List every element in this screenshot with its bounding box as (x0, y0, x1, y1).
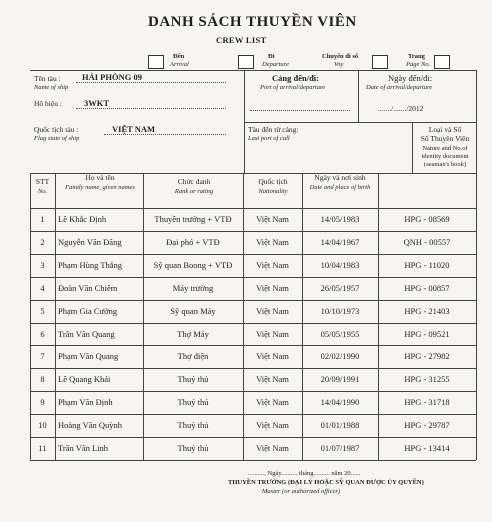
crew-cell-rank: Thuyền trưởng + VTĐ (154, 214, 232, 224)
page-number-box[interactable] (434, 55, 450, 69)
crew-cell-dob: 20/09/1991 (320, 374, 360, 385)
crew-cell-document: QNH - 00557 (403, 236, 451, 247)
crew-cell-name: Trần Văn Linh (58, 443, 109, 453)
doc-header-en3: (seaman's book) (423, 161, 467, 168)
flag-value: VIỆT NAM (112, 124, 156, 134)
crew-cell-dob: 01/07/1987 (320, 443, 360, 453)
col-header-rank (146, 178, 242, 196)
crew-cell-dob: 01/01/1988 (320, 420, 360, 431)
col-rank-vn: Chức danh (177, 177, 211, 186)
arrival-checkbox[interactable] (148, 55, 164, 69)
crew-cell-name: Hoàng Văn Quỳnh (58, 420, 123, 431)
crew-cell-name: Phạm Văn Quang (58, 351, 119, 362)
row-divider (30, 323, 476, 324)
col-nat-vn: Quốc tịch (258, 177, 288, 186)
ship-name-label: Tên tàu : (34, 74, 61, 83)
crew-cell-no: 7 (40, 351, 45, 362)
crew-cell-no: 2 (40, 236, 45, 247)
crew-cell-name: Lê Quang Khải (58, 374, 111, 385)
crew-cell-document: HPG - 31255 (404, 374, 450, 385)
crew-cell-rank: Sỹ quan Máy (170, 305, 216, 316)
doc-header-en2: identity document (421, 153, 469, 160)
crew-cell-name: Lê Khắc Định (58, 214, 107, 224)
document-title: DANH SÁCH THUYỀN VIÊN (148, 14, 357, 30)
crew-cell-dob: 02/02/1990 (320, 351, 360, 362)
flag-label: Quốc tịch tàu : (34, 125, 79, 134)
document-subtitle: CREW LIST (216, 35, 267, 45)
date-value: ......./......./2012 (378, 104, 424, 113)
col-rank-en: Rank or rating (174, 187, 214, 195)
crew-cell-nationality: Việt Nam (256, 443, 289, 453)
crew-cell-rank: Thuỷ thủ (177, 420, 209, 431)
row-divider (30, 368, 476, 369)
crew-cell-document: HPG - 27982 (404, 351, 450, 362)
crew-cell-nationality: Việt Nam (256, 397, 289, 408)
crew-cell-dob: 26/05/1957 (320, 282, 360, 293)
crew-cell-nationality: Việt Nam (256, 282, 289, 293)
crew-cell-name: Phạm Hùng Thắng (58, 259, 123, 270)
doc-header-vn1: Loại và Số (428, 125, 462, 134)
col-stt-vn: STT (35, 177, 50, 186)
arrival-label: Đến (173, 53, 185, 60)
crew-cell-dob: 14/04/1967 (320, 236, 360, 247)
crew-cell-nationality: Việt Nam (256, 259, 289, 270)
crew-cell-rank: Đại phó + VTĐ (166, 236, 220, 247)
crew-cell-rank: Sỹ quan Boong + VTĐ (153, 259, 233, 270)
crew-cell-name: Phạm Gia Cường (58, 305, 118, 316)
crew-cell-document: HPG - 13414 (404, 443, 450, 453)
crew-cell-document: HPG - 21403 (404, 305, 450, 316)
callsign-label: Hô hiệu : (34, 99, 62, 108)
crew-cell-no: 1 (40, 214, 45, 224)
date-label: Ngày đến/đi: (388, 73, 433, 83)
departure-label: Đi (268, 53, 275, 60)
row-divider (30, 391, 476, 392)
crew-cell-no: 10 (38, 420, 47, 431)
crew-cell-document: HPG - 08569 (404, 214, 450, 224)
crew-cell-document: HPG - 11020 (404, 259, 450, 270)
crew-cell-dob: 10/04/1983 (320, 259, 360, 270)
crew-cell-rank: Thợ Máy (177, 328, 209, 339)
doc-header-en1: Nature and No.of (422, 145, 468, 152)
row-divider (30, 345, 476, 346)
crew-cell-name: Trần Văn Quang (58, 328, 115, 339)
crew-cell-nationality: Việt Nam (256, 351, 289, 362)
crew-cell-rank: Thuỷ thủ (177, 397, 209, 408)
crew-cell-rank: Thợ điện (177, 351, 209, 362)
ship-name-value: HẢI PHÒNG 09 (82, 72, 142, 82)
row-divider (30, 414, 476, 415)
footer-signer-en: Master (or authorized officer) (262, 488, 341, 495)
voyage-label-en: Voy (334, 61, 344, 68)
row-divider (30, 460, 476, 461)
footer-signer: THUYỀN TRƯỞNG (ĐẠI LÝ HOẶC SỸ QUAN ĐƯỢC ỦY QUYỀN) (228, 479, 424, 486)
crew-cell-rank: Thuỷ thủ (177, 374, 209, 385)
col-dob-vn: Ngày và nơi sinh (314, 173, 366, 182)
crew-cell-name: Đoàn Văn Chiêm (58, 282, 118, 293)
crew-cell-document: HPG - 29787 (404, 420, 450, 431)
col-header-nat (244, 178, 302, 196)
crew-cell-no: 8 (40, 374, 45, 385)
crew-cell-no: 9 (40, 397, 45, 408)
crew-cell-nationality: Việt Nam (256, 214, 289, 224)
col-header-name (58, 174, 142, 192)
crew-cell-no: 3 (40, 259, 45, 270)
page-label: Trang (408, 53, 425, 60)
crew-cell-dob: 14/04/1990 (320, 397, 360, 408)
crew-cell-document: HPG - 00857 (404, 282, 450, 293)
crew-cell-dob: 05/05/1955 (320, 328, 360, 339)
row-divider (30, 437, 476, 438)
crew-cell-nationality: Việt Nam (256, 305, 289, 316)
crew-cell-no: 6 (40, 328, 45, 339)
page-label-en: Page No. (406, 61, 431, 68)
crew-cell-nationality: Việt Nam (256, 236, 289, 247)
col-name-en: Family name, given names (65, 183, 135, 191)
crew-cell-document: HPG - 31718 (404, 397, 450, 408)
departure-checkbox[interactable] (238, 55, 254, 69)
port-label-en: Port of arrival/departure (260, 84, 326, 91)
col-header-dob (304, 174, 376, 192)
crew-cell-no: 11 (38, 443, 47, 453)
voyage-number-box[interactable] (372, 55, 388, 69)
last-port-label: Tàu đến từ cảng: (248, 125, 299, 134)
row-divider (30, 231, 476, 232)
footer-date-line: .........., Ngày.......... tháng.......... năm 20...... (248, 470, 361, 477)
crew-cell-rank: Thuỷ thủ (177, 443, 209, 453)
port-label: Cảng đến/đi: (272, 73, 319, 83)
arrival-label-en: Arrival (170, 61, 189, 68)
voyage-label: Chuyến đi số (322, 53, 359, 60)
flag-label-en: Flag state of ship (34, 135, 80, 142)
callsign-value: 3WKT (84, 98, 110, 108)
col-dob-en: Date and place of birth (309, 183, 371, 191)
last-port-label-en: Last port of call (248, 135, 290, 142)
col-header-stt (30, 178, 55, 196)
crew-cell-nationality: Việt Nam (256, 374, 289, 385)
crew-cell-no: 5 (40, 305, 45, 316)
crew-cell-dob: 10/10/1973 (320, 305, 360, 316)
row-divider (30, 300, 476, 301)
departure-label-en: Departure (262, 61, 289, 68)
crew-cell-rank: Máy trưởng (172, 282, 214, 293)
row-divider (30, 277, 476, 278)
row-divider (30, 254, 476, 255)
doc-header-vn2: Sổ Thuyền Viên (420, 134, 470, 143)
col-stt-en: No. (37, 187, 48, 195)
crew-cell-no: 4 (40, 282, 45, 293)
crew-cell-nationality: Việt Nam (256, 420, 289, 431)
crew-cell-document: HPG - 09521 (404, 328, 450, 339)
col-name-vn: Họ và tên (85, 173, 115, 182)
crew-cell-name: Nguyễn Văn Đăng (58, 236, 122, 247)
crew-cell-nationality: Việt Nam (256, 328, 289, 339)
crew-cell-name: Phạm Văn Định (58, 397, 113, 408)
ship-name-label-en: Name of ship (34, 84, 69, 91)
date-label-en: Date of arrival/departure (366, 84, 433, 91)
col-nat-en: Nationality (258, 187, 288, 195)
crew-cell-dob: 14/05/1983 (320, 214, 360, 224)
